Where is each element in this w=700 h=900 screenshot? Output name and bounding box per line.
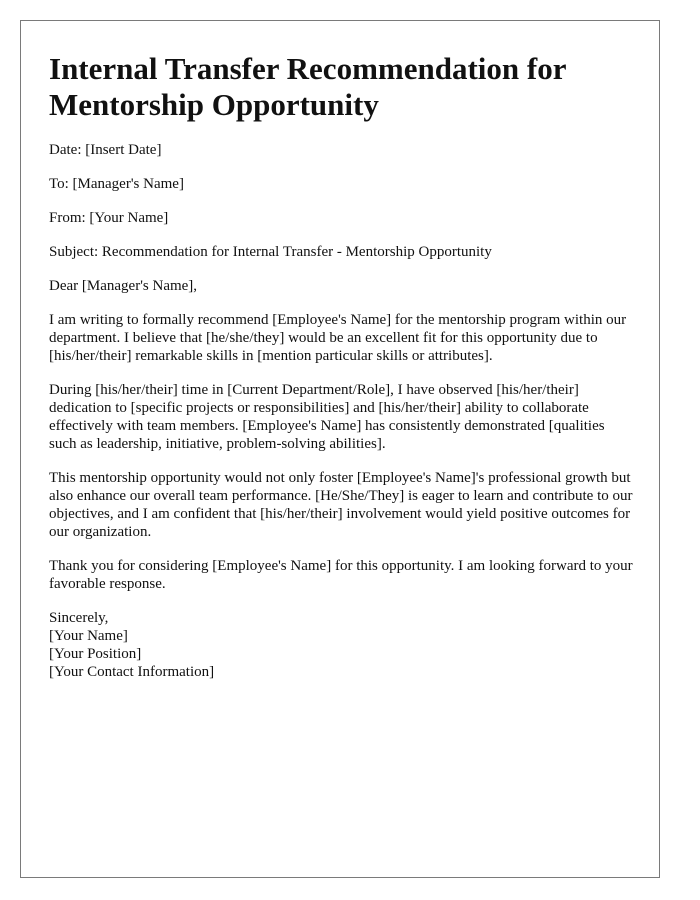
body-paragraph-3: This mentorship opportunity would not only foster [Employee's Name]'s professional growth but also enhance our overall team performance. [He/She/They] is eager to learn and contribute to our objectives, and I am confident that [his/her/their] involvement would yield positive outcomes for our organization.: [49, 470, 633, 540]
body-paragraph-1: I am writing to formally recommend [Employee's Name] for the mentorship program within our department. I believe that [he/she/they] would be an excellent fit for this opportunity due to [his/her/their] remarkable skills in [mention particular skills or attributes].: [49, 312, 627, 364]
signature-name: [Your Name]: [49, 628, 128, 644]
salutation: Dear [Manager's Name],: [49, 278, 198, 294]
letter-page: [20, 20, 660, 878]
from-line: From: [Your Name]: [49, 210, 169, 226]
body-paragraph-2: During [his/her/their] time in [Current Department/Role], I have observed [his/her/their] dedication to [specific projects or responsibilities] and [his/her/their] ability to collaborate effectively with team members. [Employee's Name] has consistently demonstrated [qualities such as leadership, initiative, problem-solving abilities].: [49, 382, 605, 452]
signature-block: [49, 609, 634, 681]
signature-position: [Your Position]: [49, 646, 142, 662]
signature-contact: [Your Contact Information]: [49, 664, 215, 680]
letter-content: [49, 51, 634, 681]
date-line: Date: [Insert Date]: [49, 142, 162, 158]
closing: Sincerely,: [49, 610, 109, 626]
subject-line: Subject: Recommendation for Internal Transfer - Mentorship Opportunity: [49, 244, 492, 260]
letter-title: Internal Transfer Recommendation for Mentorship Opportunity: [49, 51, 566, 122]
to-line: To: [Manager's Name]: [49, 176, 184, 192]
body-paragraph-4: Thank you for considering [Employee's Name] for this opportunity. I am looking forward to your favorable response.: [49, 558, 633, 592]
